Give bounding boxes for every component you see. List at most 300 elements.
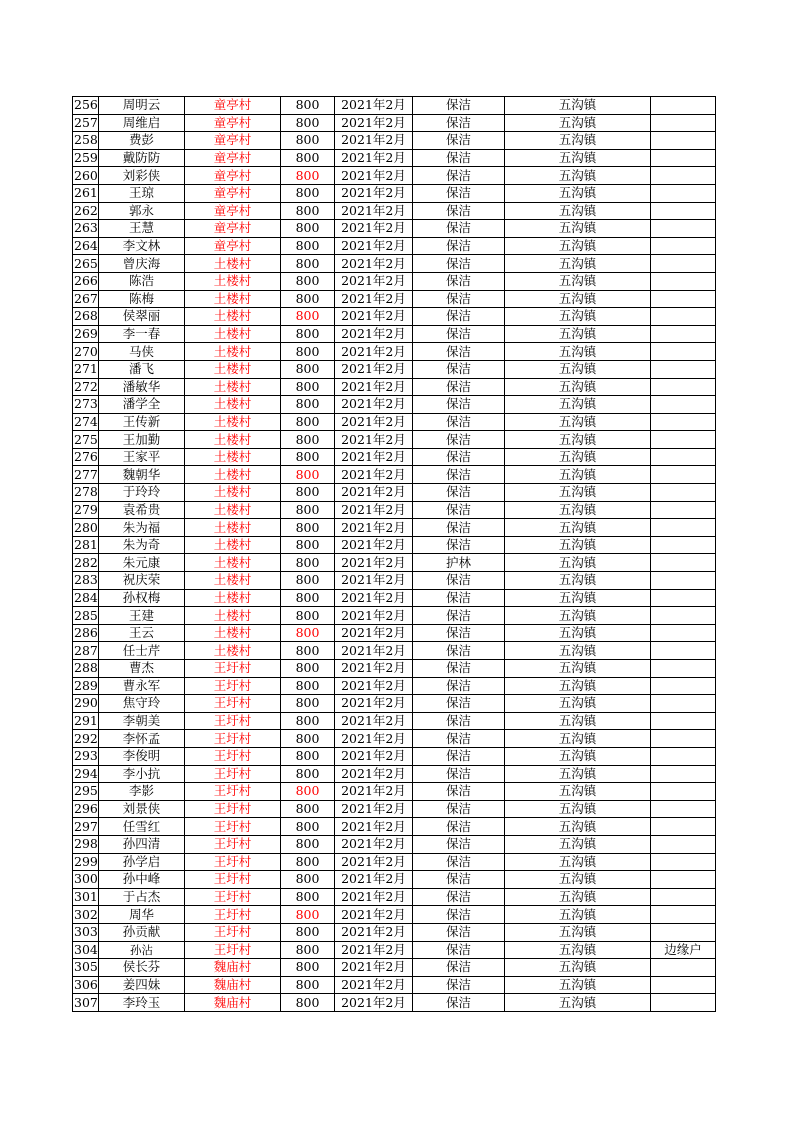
row-number-cell: 288 — [74, 660, 98, 676]
note-cell — [651, 519, 716, 537]
job-cell: 保洁 — [413, 237, 505, 255]
village-cell: 土楼村 — [185, 413, 281, 431]
table-row — [73, 396, 716, 414]
row-number-cell: 261 — [74, 185, 98, 201]
town-cell: 五沟镇 — [505, 501, 651, 519]
job-cell: 保洁 — [413, 484, 505, 502]
amount-cell: 800 — [281, 237, 335, 255]
town-cell: 五沟镇 — [505, 114, 651, 132]
amount-cell: 800 — [281, 712, 335, 730]
amount-cell: 800 — [281, 431, 335, 449]
note-cell — [651, 871, 716, 889]
note-cell — [651, 695, 716, 713]
amount-cell: 800 — [281, 290, 335, 308]
name-cell: 侯翠丽 — [99, 308, 185, 326]
job-cell: 保洁 — [413, 941, 505, 959]
note-cell — [651, 220, 716, 238]
town-cell: 五沟镇 — [505, 923, 651, 941]
note-cell — [651, 290, 716, 308]
job-cell: 保洁 — [413, 783, 505, 801]
month-cell: 2021年2月 — [335, 184, 413, 202]
town-cell: 五沟镇 — [505, 343, 651, 361]
amount-cell: 800 — [281, 642, 335, 660]
village-cell: 土楼村 — [185, 642, 281, 660]
name-cell: 朱元康 — [99, 554, 185, 572]
village-cell: 土楼村 — [185, 589, 281, 607]
row-number-cell: 274 — [74, 413, 98, 429]
town-cell: 五沟镇 — [505, 448, 651, 466]
town-cell: 五沟镇 — [505, 765, 651, 783]
village-cell: 王圩村 — [185, 730, 281, 748]
row-number-cell: 272 — [74, 378, 98, 394]
job-cell: 保洁 — [413, 536, 505, 554]
name-cell: 孙学启 — [99, 853, 185, 871]
name-cell: 李朝美 — [99, 712, 185, 730]
amount-cell: 800 — [281, 325, 335, 343]
amount-cell: 800 — [281, 959, 335, 977]
town-cell: 五沟镇 — [505, 184, 651, 202]
month-cell: 2021年2月 — [335, 835, 413, 853]
note-cell: 边缘户 — [651, 941, 716, 959]
month-cell: 2021年2月 — [335, 501, 413, 519]
name-cell: 李文林 — [99, 237, 185, 255]
note-cell — [651, 660, 716, 678]
village-cell: 童亭村 — [185, 114, 281, 132]
row-number-cell: 283 — [74, 572, 98, 588]
table-row — [73, 536, 716, 554]
village-cell: 土楼村 — [185, 290, 281, 308]
job-cell: 保洁 — [413, 149, 505, 167]
town-cell: 五沟镇 — [505, 888, 651, 906]
note-cell — [651, 642, 716, 660]
name-cell: 王云 — [99, 624, 185, 642]
village-cell: 王圩村 — [185, 871, 281, 889]
amount-cell: 800 — [281, 202, 335, 220]
amount-cell: 800 — [281, 747, 335, 765]
note-cell — [651, 554, 716, 572]
amount-cell: 800 — [281, 800, 335, 818]
name-cell: 陈浩 — [99, 272, 185, 290]
name-cell: 朱为福 — [99, 519, 185, 537]
village-cell: 王圩村 — [185, 695, 281, 713]
month-cell: 2021年2月 — [335, 765, 413, 783]
name-cell: 姜四妹 — [99, 976, 185, 994]
note-cell — [651, 853, 716, 871]
town-cell: 五沟镇 — [505, 325, 651, 343]
table-row — [73, 290, 716, 308]
name-cell: 王慧 — [99, 220, 185, 238]
table-row — [73, 255, 716, 273]
table-row — [73, 959, 716, 977]
note-cell — [651, 466, 716, 484]
name-cell: 侯长芬 — [99, 959, 185, 977]
village-cell: 土楼村 — [185, 448, 281, 466]
month-cell: 2021年2月 — [335, 589, 413, 607]
job-cell: 保洁 — [413, 325, 505, 343]
row-number-cell: 258 — [74, 132, 98, 148]
note-cell — [651, 589, 716, 607]
amount-cell: 800 — [281, 97, 335, 115]
month-cell: 2021年2月 — [335, 554, 413, 572]
note-cell — [651, 959, 716, 977]
job-cell: 保洁 — [413, 800, 505, 818]
name-cell: 孙沾 — [99, 941, 185, 959]
name-cell: 曹永军 — [99, 677, 185, 695]
town-cell: 五沟镇 — [505, 818, 651, 836]
month-cell: 2021年2月 — [335, 536, 413, 554]
name-cell: 孙贡献 — [99, 923, 185, 941]
amount-cell: 800 — [281, 272, 335, 290]
name-cell: 潘学全 — [99, 396, 185, 414]
job-cell: 保洁 — [413, 202, 505, 220]
note-cell — [651, 378, 716, 396]
job-cell: 保洁 — [413, 695, 505, 713]
note-cell — [651, 765, 716, 783]
table-row — [73, 589, 716, 607]
table-row — [73, 343, 716, 361]
month-cell: 2021年2月 — [335, 642, 413, 660]
table-row — [73, 97, 716, 115]
job-cell: 保洁 — [413, 97, 505, 115]
village-cell: 王圩村 — [185, 941, 281, 959]
table-row — [73, 677, 716, 695]
note-cell — [651, 237, 716, 255]
month-cell: 2021年2月 — [335, 466, 413, 484]
job-cell: 保洁 — [413, 660, 505, 678]
amount-cell: 800 — [281, 589, 335, 607]
row-number-cell: 265 — [74, 255, 98, 271]
month-cell: 2021年2月 — [335, 325, 413, 343]
village-cell: 王圩村 — [185, 747, 281, 765]
name-cell: 刘景侠 — [99, 800, 185, 818]
table-row — [73, 818, 716, 836]
table-row — [73, 624, 716, 642]
data-table — [72, 96, 716, 1012]
note-cell — [651, 114, 716, 132]
town-cell: 五沟镇 — [505, 906, 651, 924]
note-cell — [651, 360, 716, 378]
row-number-cell: 290 — [74, 695, 98, 711]
village-cell: 土楼村 — [185, 343, 281, 361]
amount-cell: 800 — [281, 554, 335, 572]
amount-cell: 800 — [281, 413, 335, 431]
job-cell: 护林 — [413, 554, 505, 572]
note-cell — [651, 783, 716, 801]
note-cell — [651, 923, 716, 941]
village-cell: 土楼村 — [185, 308, 281, 326]
note-cell — [651, 132, 716, 150]
job-cell: 保洁 — [413, 906, 505, 924]
table-row — [73, 765, 716, 783]
job-cell: 保洁 — [413, 923, 505, 941]
town-cell: 五沟镇 — [505, 976, 651, 994]
month-cell: 2021年2月 — [335, 783, 413, 801]
job-cell: 保洁 — [413, 994, 505, 1012]
amount-cell: 800 — [281, 501, 335, 519]
job-cell: 保洁 — [413, 853, 505, 871]
job-cell: 保洁 — [413, 501, 505, 519]
town-cell: 五沟镇 — [505, 466, 651, 484]
job-cell: 保洁 — [413, 343, 505, 361]
month-cell: 2021年2月 — [335, 624, 413, 642]
row-number-cell: 292 — [74, 730, 98, 746]
note-cell — [651, 149, 716, 167]
month-cell: 2021年2月 — [335, 976, 413, 994]
job-cell: 保洁 — [413, 272, 505, 290]
table-row — [73, 220, 716, 238]
month-cell: 2021年2月 — [335, 413, 413, 431]
row-number-cell: 260 — [74, 167, 98, 183]
row-number-cell: 262 — [74, 202, 98, 218]
table-body — [73, 97, 716, 1012]
amount-cell: 800 — [281, 660, 335, 678]
month-cell: 2021年2月 — [335, 167, 413, 185]
amount-cell: 800 — [281, 149, 335, 167]
note-cell — [651, 730, 716, 748]
name-cell: 孙权梅 — [99, 589, 185, 607]
job-cell: 保洁 — [413, 360, 505, 378]
name-cell: 刘彩侠 — [99, 167, 185, 185]
town-cell: 五沟镇 — [505, 800, 651, 818]
table-row — [73, 888, 716, 906]
name-cell: 王加勤 — [99, 431, 185, 449]
month-cell: 2021年2月 — [335, 695, 413, 713]
amount-cell: 800 — [281, 994, 335, 1012]
month-cell: 2021年2月 — [335, 360, 413, 378]
job-cell: 保洁 — [413, 677, 505, 695]
town-cell: 五沟镇 — [505, 871, 651, 889]
row-number-cell: 296 — [74, 801, 98, 817]
amount-cell: 800 — [281, 396, 335, 414]
month-cell: 2021年2月 — [335, 272, 413, 290]
amount-cell: 800 — [281, 132, 335, 150]
row-number-cell: 269 — [74, 326, 98, 342]
town-cell: 五沟镇 — [505, 554, 651, 572]
note-cell — [651, 607, 716, 625]
note-cell — [651, 835, 716, 853]
village-cell: 土楼村 — [185, 272, 281, 290]
amount-cell: 800 — [281, 343, 335, 361]
amount-cell: 800 — [281, 871, 335, 889]
note-cell — [651, 624, 716, 642]
job-cell: 保洁 — [413, 290, 505, 308]
month-cell: 2021年2月 — [335, 114, 413, 132]
name-cell: 周华 — [99, 906, 185, 924]
note-cell — [651, 272, 716, 290]
job-cell: 保洁 — [413, 730, 505, 748]
town-cell: 五沟镇 — [505, 783, 651, 801]
row-number-cell: 270 — [74, 343, 98, 359]
amount-cell: 800 — [281, 378, 335, 396]
month-cell: 2021年2月 — [335, 677, 413, 695]
table-row — [73, 431, 716, 449]
village-cell: 土楼村 — [185, 466, 281, 484]
month-cell: 2021年2月 — [335, 202, 413, 220]
table-row — [73, 853, 716, 871]
row-number-cell: 305 — [74, 959, 98, 975]
name-cell: 魏朝华 — [99, 466, 185, 484]
amount-cell: 800 — [281, 308, 335, 326]
row-number-cell: 277 — [74, 466, 98, 482]
village-cell: 王圩村 — [185, 818, 281, 836]
table-row — [73, 325, 716, 343]
village-cell: 王圩村 — [185, 853, 281, 871]
town-cell: 五沟镇 — [505, 835, 651, 853]
village-cell: 土楼村 — [185, 431, 281, 449]
village-cell: 土楼村 — [185, 325, 281, 343]
table-row — [73, 572, 716, 590]
table-row — [73, 976, 716, 994]
amount-cell: 800 — [281, 888, 335, 906]
town-cell: 五沟镇 — [505, 572, 651, 590]
job-cell: 保洁 — [413, 466, 505, 484]
row-number-cell: 276 — [74, 449, 98, 465]
row-number-cell: 306 — [74, 976, 98, 992]
month-cell: 2021年2月 — [335, 519, 413, 537]
amount-cell: 800 — [281, 220, 335, 238]
name-cell: 李玲玉 — [99, 994, 185, 1012]
note-cell — [651, 308, 716, 326]
job-cell: 保洁 — [413, 255, 505, 273]
note-cell — [651, 818, 716, 836]
row-number-cell: 299 — [74, 853, 98, 869]
month-cell: 2021年2月 — [335, 97, 413, 115]
name-cell: 王建 — [99, 607, 185, 625]
amount-cell: 800 — [281, 255, 335, 273]
amount-cell: 800 — [281, 114, 335, 132]
row-number-cell: 263 — [74, 220, 98, 236]
month-cell: 2021年2月 — [335, 607, 413, 625]
row-number-cell: 300 — [74, 871, 98, 887]
town-cell: 五沟镇 — [505, 396, 651, 414]
town-cell: 五沟镇 — [505, 97, 651, 115]
amount-cell: 800 — [281, 941, 335, 959]
village-cell: 土楼村 — [185, 624, 281, 642]
month-cell: 2021年2月 — [335, 871, 413, 889]
job-cell: 保洁 — [413, 396, 505, 414]
town-cell: 五沟镇 — [505, 255, 651, 273]
town-cell: 五沟镇 — [505, 730, 651, 748]
row-number-cell: 282 — [74, 554, 98, 570]
village-cell: 王圩村 — [185, 677, 281, 695]
job-cell: 保洁 — [413, 448, 505, 466]
table-row — [73, 202, 716, 220]
job-cell: 保洁 — [413, 624, 505, 642]
village-cell: 童亭村 — [185, 97, 281, 115]
table-row — [73, 501, 716, 519]
note-cell — [651, 97, 716, 115]
town-cell: 五沟镇 — [505, 413, 651, 431]
row-number-cell: 257 — [74, 114, 98, 130]
month-cell: 2021年2月 — [335, 149, 413, 167]
row-number-cell: 297 — [74, 818, 98, 834]
job-cell: 保洁 — [413, 589, 505, 607]
note-cell — [651, 325, 716, 343]
amount-cell: 800 — [281, 976, 335, 994]
table-row — [73, 941, 716, 959]
month-cell: 2021年2月 — [335, 378, 413, 396]
town-cell: 五沟镇 — [505, 149, 651, 167]
job-cell: 保洁 — [413, 765, 505, 783]
table-row — [73, 923, 716, 941]
amount-cell: 800 — [281, 906, 335, 924]
table-row — [73, 607, 716, 625]
name-cell: 王琼 — [99, 184, 185, 202]
note-cell — [651, 255, 716, 273]
month-cell: 2021年2月 — [335, 290, 413, 308]
row-number-cell: 285 — [74, 607, 98, 623]
month-cell: 2021年2月 — [335, 572, 413, 590]
village-cell: 魏庙村 — [185, 976, 281, 994]
job-cell: 保洁 — [413, 114, 505, 132]
village-cell: 王圩村 — [185, 923, 281, 941]
name-cell: 于玲玲 — [99, 484, 185, 502]
village-cell: 土楼村 — [185, 501, 281, 519]
amount-cell: 800 — [281, 360, 335, 378]
village-cell: 土楼村 — [185, 396, 281, 414]
table-row — [73, 149, 716, 167]
month-cell: 2021年2月 — [335, 941, 413, 959]
note-cell — [651, 712, 716, 730]
amount-cell: 800 — [281, 835, 335, 853]
row-number-cell: 280 — [74, 519, 98, 535]
table-row — [73, 800, 716, 818]
job-cell: 保洁 — [413, 607, 505, 625]
name-cell: 李小抗 — [99, 765, 185, 783]
month-cell: 2021年2月 — [335, 343, 413, 361]
amount-cell: 800 — [281, 448, 335, 466]
row-number-cell: 307 — [74, 994, 98, 1010]
name-cell: 孙中峰 — [99, 871, 185, 889]
table-row — [73, 519, 716, 537]
job-cell: 保洁 — [413, 959, 505, 977]
amount-cell: 800 — [281, 818, 335, 836]
month-cell: 2021年2月 — [335, 818, 413, 836]
village-cell: 王圩村 — [185, 712, 281, 730]
name-cell: 焦守玲 — [99, 695, 185, 713]
name-cell: 王家平 — [99, 448, 185, 466]
note-cell — [651, 536, 716, 554]
town-cell: 五沟镇 — [505, 660, 651, 678]
table-row — [73, 132, 716, 150]
table-row — [73, 378, 716, 396]
row-number-cell: 295 — [74, 783, 98, 799]
village-cell: 王圩村 — [185, 800, 281, 818]
table-row — [73, 871, 716, 889]
row-number-cell: 304 — [74, 941, 98, 957]
row-number-cell: 289 — [74, 677, 98, 693]
month-cell: 2021年2月 — [335, 237, 413, 255]
town-cell: 五沟镇 — [505, 712, 651, 730]
note-cell — [651, 184, 716, 202]
village-cell: 土楼村 — [185, 607, 281, 625]
amount-cell: 800 — [281, 572, 335, 590]
name-cell: 任士芹 — [99, 642, 185, 660]
month-cell: 2021年2月 — [335, 132, 413, 150]
note-cell — [651, 747, 716, 765]
row-number-cell: 286 — [74, 625, 98, 641]
village-cell: 王圩村 — [185, 906, 281, 924]
village-cell: 王圩村 — [185, 835, 281, 853]
row-number-cell: 301 — [74, 889, 98, 905]
amount-cell: 800 — [281, 853, 335, 871]
village-cell: 童亭村 — [185, 202, 281, 220]
month-cell: 2021年2月 — [335, 220, 413, 238]
table-row — [73, 448, 716, 466]
month-cell: 2021年2月 — [335, 730, 413, 748]
row-number-cell: 287 — [74, 642, 98, 658]
table-row — [73, 660, 716, 678]
